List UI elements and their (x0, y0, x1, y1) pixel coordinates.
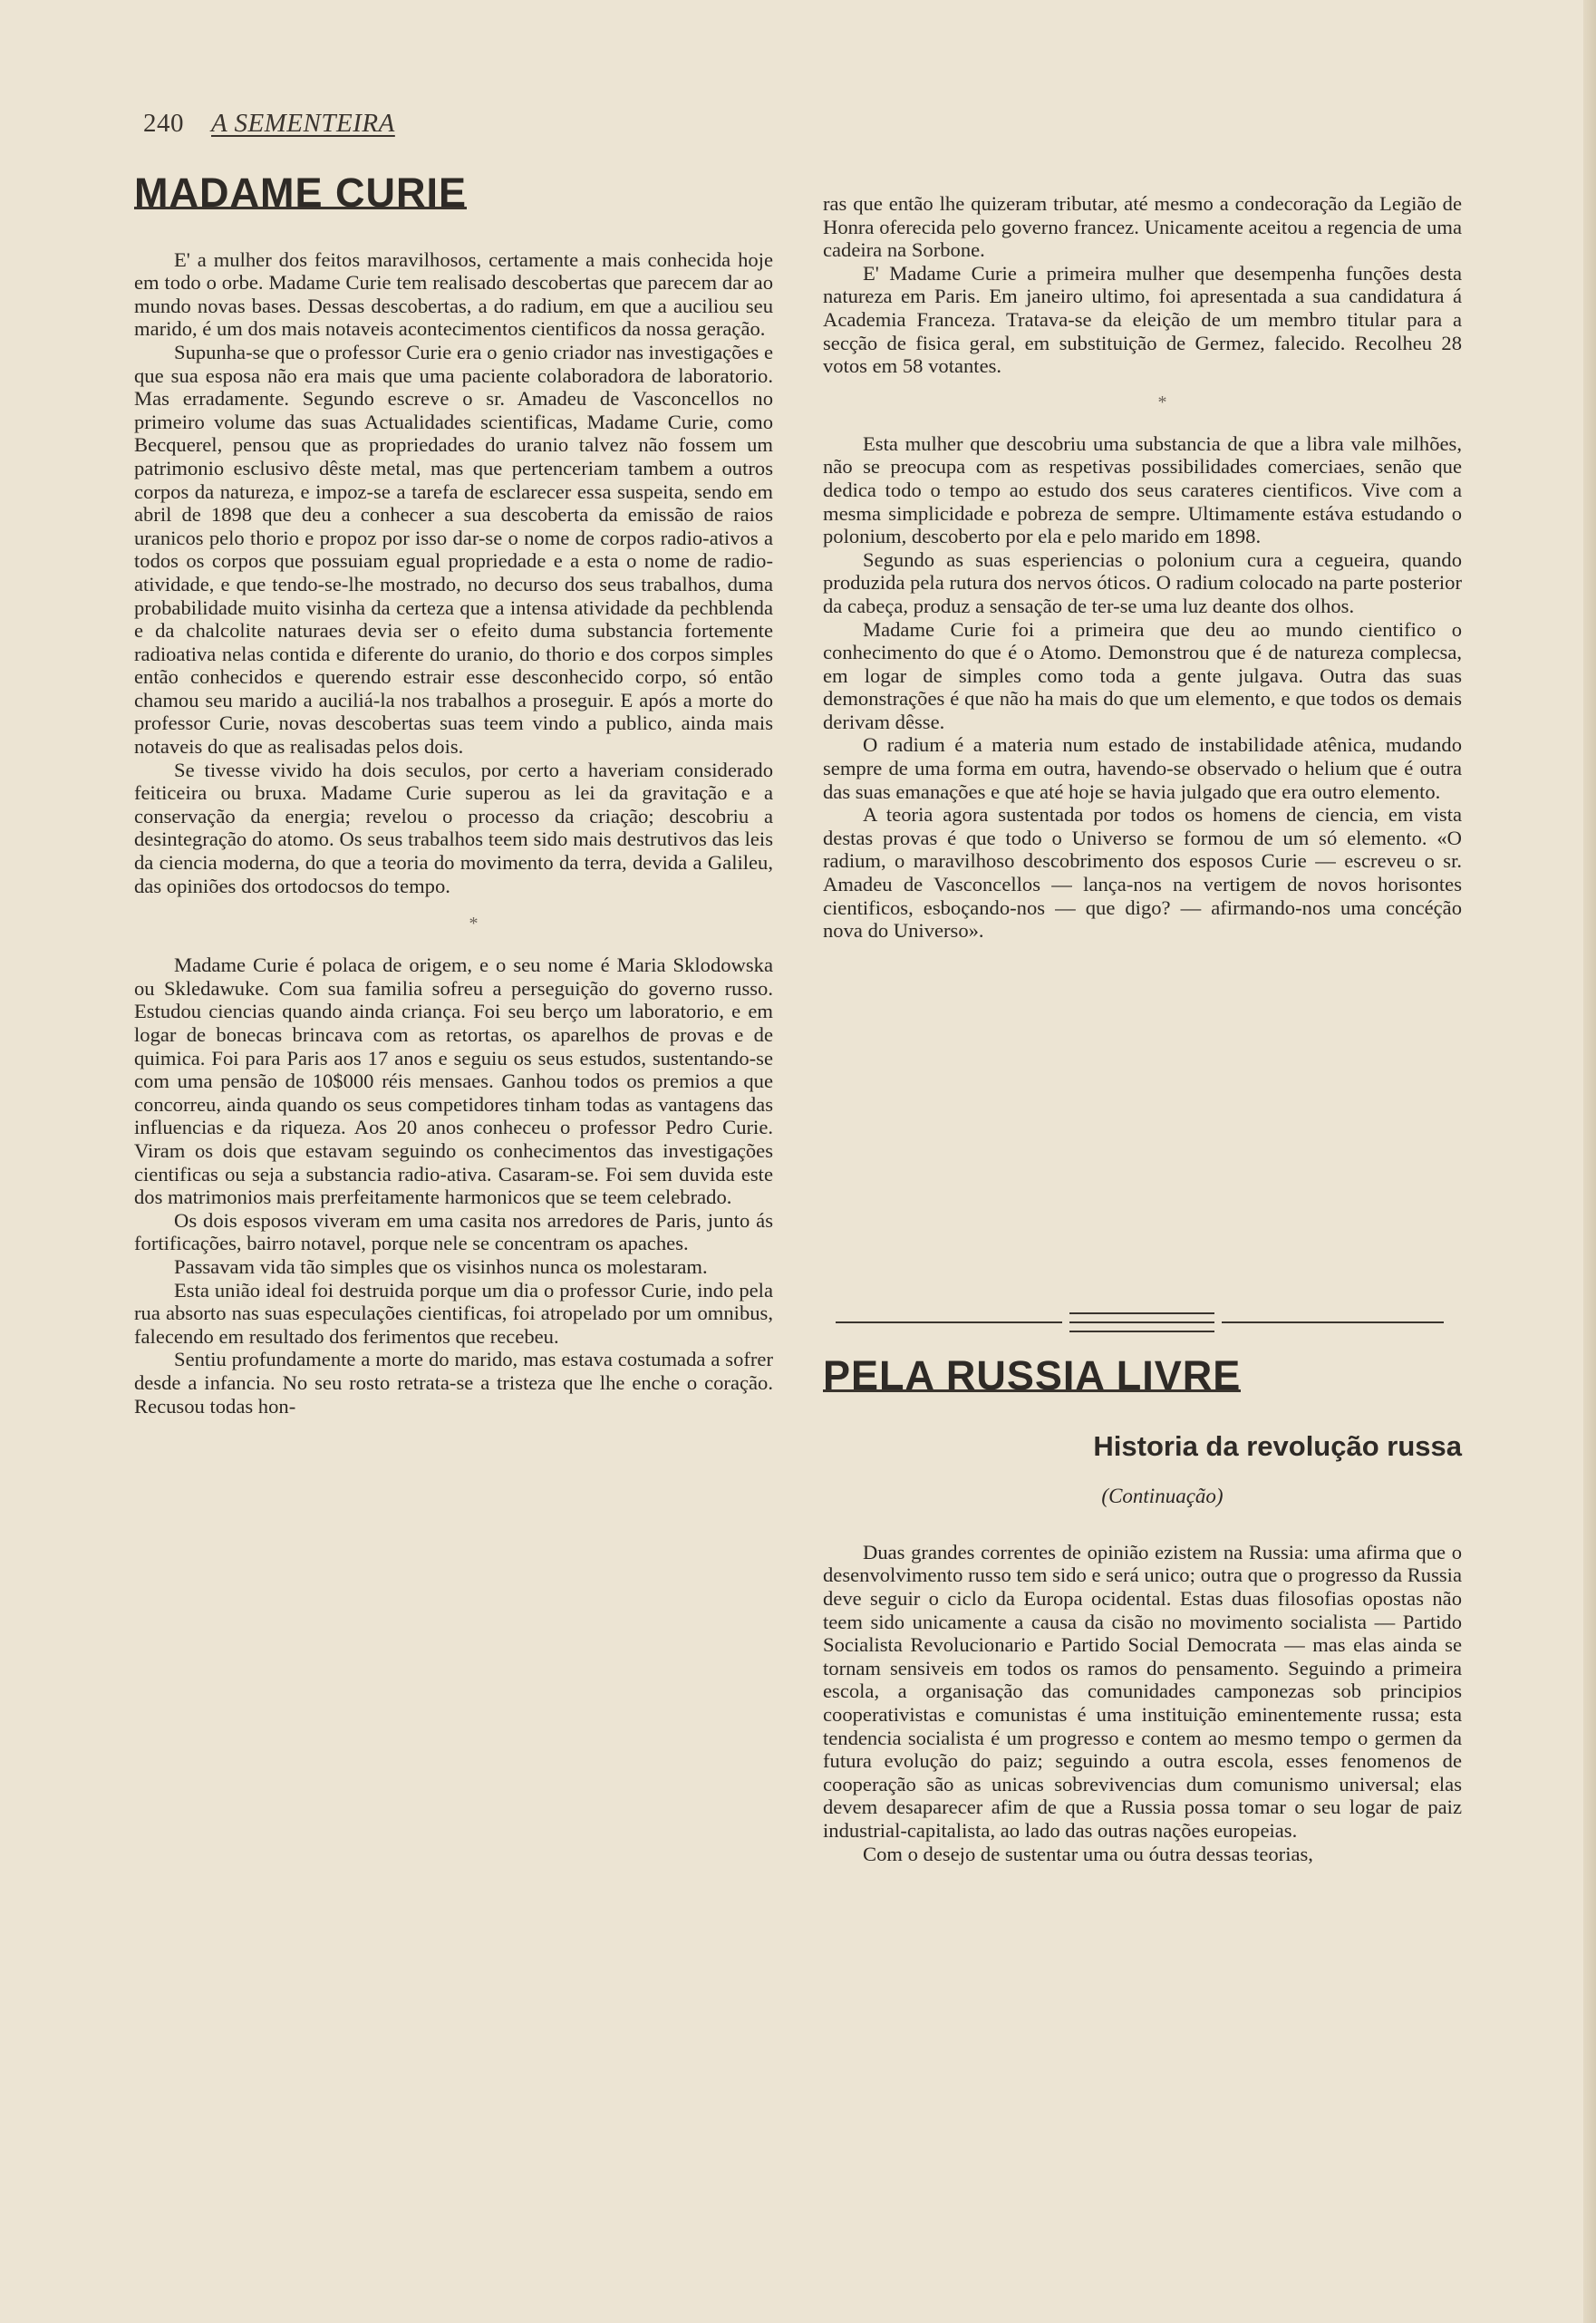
paragraph: Se tivesse vivido ha dois seculos, por certo a haveriam considerado feiticeira ou bruxa. Madame Curie superou as lei da gravitação e a conservação da energia; revelou o processo da criação; descobriu a desintegração do atomo. Os seus trabalhos teem sido mais destrutivos das leis da ciencia moderna, do que a teoria do movimento da terra, devida a Galileu, das opiniões dos ortodocsos do tempo. (134, 758, 773, 897)
divider-rule (1222, 1321, 1444, 1323)
curie-part1 (134, 248, 773, 898)
paragraph: Duas grandes correntes de opinião ezistem na Russia: uma afirma que o desenvolvimento russo tem sido e será unico; outra que o progresso da Russia deve seguir o ciclo da Europa ocidental. Estas duas filosofias opostas não teem sido unicamente a causa da cisão no movimento socialista — Partido Socialista Revolucionario e Partido Social Democrata — mas elas ainda se tornam sensiveis em todos os ramos do pensamento. Seguindo a primeira escola, a organisação das comunidades camponezas sob principios cooperativistas e comunistas é uma instituição eminentemente russa; esta tendencia socialista é um progresso e contem ao mesmo tempo o germen da futura evolução do paiz; seguindo a outra escola, esses fenomenos de cooperação são as unicas sobrevivencias dum comunismo universal; elas devem desaparecer afim de que a Russia possa tomar o seu logar de paiz industrial-capitalista, ao lado das outras nações europeias. (823, 1540, 1462, 1842)
paragraph: Passavam vida tão simples que os visinhos nunca os molestaram. (174, 1254, 708, 1278)
divider-rule (1069, 1331, 1214, 1332)
divider-rule (836, 1321, 1062, 1323)
article-title-russia: PELA RUSSIA LIVRE (823, 1352, 1242, 1399)
paragraph: A teoria agora sustentada por todos os homens de ciencia, em vista destas provas é que todo o Universo se formou de um só elemento. «O radium, o maravilhoso descobrimento dos esposos Curie — escreveu o sr. Amadeu de Vasconcellos — lança-nos na vertigem de novos horisontes cientificos, esboçando-nos — que digo? — afirmando-nos uma concéção nova do Universo». (823, 803, 1462, 943)
left-column (134, 169, 773, 1418)
section-separator: * (469, 914, 479, 934)
paragraph: Esta mulher que descobriu uma substancia de que a libra vale milhões, não se preocupa com as respetivas possibilidades comerciaes, senão que dedica todo o tempo ao estudo dos seus carateres cientificos. Vive com a mesma simplicidade e pobreza de sempre. Ultimamente estáva estudando o polonium, descoberto por ela e pelo marido em 1898. (823, 431, 1462, 548)
page-edge (1583, 0, 1596, 2323)
russia-body (823, 1541, 1462, 1865)
continuation-label: (Continuação) (1101, 1485, 1224, 1508)
russia-article (823, 1352, 1462, 1865)
right-column (823, 192, 1462, 943)
paragraph: Madame Curie é polaca de origem, e o seu nome é Maria Sklodowska ou Skledawuke. Com sua familia sofreu a perseguição do governo russo. Estudou ciencias quando ainda criança. Foi seu berço um laboratorio, e em logar de bonecas brincava com as retortas, os aparelhos de provas e de quimica. Foi para Paris aos 17 anos e seguiu os seus estudos, sustentando-se com uma pensão de 10$000 réis mensaes. Ganhou todos os premios a que concorreu, ainda quando os seus competidores tinham todas as vantagens das influencias e da riqueza. Aos 20 anos conheceu o professor Pedro Curie. Viram os dois que estavam seguindo os conhecimentos das investigações cientificas ou seja a substancia radio-ativa. Casaram-se. Foi sem duvida este dos matrimonios mais prerfeitamente harmonicos que se teem celebrado. (134, 953, 773, 1209)
article-title-curie: MADAME CURIE (134, 169, 467, 216)
paragraph: Sentiu profundamente a morte do marido, mas estava costumada a sofrer desde a infancia. No seu rosto retrata-se a tristeza que lhe enche o coração. Recusou todas hon- (134, 1348, 773, 1418)
running-head (143, 109, 395, 145)
paragraph: E' Madame Curie a primeira mulher que desempenha funções desta natureza em Paris. Em janeiro ultimo, foi apresentada a sua candidatura á Academia Franceza. Tratava-se da eleição de um membro titular para a secção de fisica geral, em substituição de Germez, falecido. Recolheu 28 votos em 58 votantes. (823, 261, 1462, 378)
paragraph: Os dois esposos viveram em uma casita nos arredores de Paris, junto ás fortificações, bairro notavel, porque nele se concentram os apaches. (134, 1208, 773, 1255)
paragraph: Com o desejo de sustentar uma ou óutra dessas teorias, (863, 1842, 1313, 1865)
paragraph: ras que então lhe quizeram tributar, até mesmo a condecoração da Legião de Honra oferecida pelo governo francez. Unicamente aceitou a regencia de uma cadeira na Sorbone. (823, 192, 1462, 262)
journal-title: A SEMENTEIRA (211, 109, 395, 138)
article-divider (836, 1305, 1447, 1341)
paragraph: Esta união ideal foi destruida porque um dia o professor Curie, indo pela rua absorto nas suas especulações cientificas, foi atropelado por um omnibus, falecendo em resultado dos ferimentos que recebeu. (134, 1278, 773, 1348)
divider-rule (1069, 1312, 1214, 1314)
paragraph: Segundo as suas esperiencias o polonium cura a cegueira, quando produzida pela rutura dos nervos óticos. O radium colocado na parte posterior da cabeça, produz a sensação de ter-se uma luz deante dos olhos. (823, 547, 1462, 617)
paragraph: Supunha-se que o professor Curie era o genio criador nas investigações e que sua esposa não era mais que uma paciente colaboradora de laboratorio. Mas erradamente. Segundo escreve o sr. Amadeu de Vasconcellos no primeiro volume das suas Actualidades scientificas, Madame Curie, como Becquerel, pensou que as propriedades do uranio talvez não fossem um patrimonio esclusivo dêste metal, mas que pertenceriam tambem a outros corpos da natureza, e impoz-se a tarefa de esclarecer essa suspeita, sendo em abril de 1898 que deu a conhecer a sua descoberta da emissão de raios uranicos pelo thorio e propoz por isso dar-se o nome de corpos radio-ativos a todos os corpos que possuiam egual propriedade e a esta o nome de radio-atividade, e que tendo-se-lhe mostrado, no decurso dos seus trabalhos, duma probabilidade muito visinha da certeza que a intensa atividade da pechblenda e da chalcolite naturaes devia ser o efeito duma substancia fortemente radioativa nelas contida e diferente do uranio, do thorio e dos corpos simples então conhecidos e querendo estrair esse desconhecido corpo, só então chamou seu marido a auciliá-la nos trabalhos a proseguir. E após a morte do professor Curie, novas descobertas suas teem vindo a publico, ainda mais notaveis do que as realisadas pelos dois. (134, 340, 773, 759)
page-number: 240 (143, 109, 184, 138)
paragraph: E' a mulher dos feitos maravilhosos, certamente a mais conhecida hoje em todo o orbe. Madame Curie tem realisado descobertas que parecem dar ao mundo novas bases. Dessas descobertas, a do radium, em que a auciliou seu marido, é um dos mais notaveis acontecimentos cientificos da nossa geração. (134, 247, 773, 341)
article-subtitle: Historia da revolução russa (1093, 1429, 1462, 1462)
divider-rule (1069, 1321, 1214, 1323)
paragraph: Madame Curie foi a primeira que deu ao mundo cientifico o conhecimento do que é o Atomo. Demonstrou que é de natureza complecsa, em logar de simples como toda a gente julgava. Outra das suas demonstrações é que não ha mais do que um elemento, e que todos os demais derivam dêsse. (823, 617, 1462, 733)
curie-part2 (134, 953, 773, 1418)
curie-part4 (823, 432, 1462, 943)
paragraph: O radium é a materia num estado de instabilidade atênica, mudando sempre de uma forma em outra, havendo-se observado o helium que é outra das suas emanações e que até hoje se havia julgado que era outro elemento. (823, 733, 1462, 803)
curie-part3 (823, 192, 1462, 378)
section-separator: * (1157, 392, 1167, 412)
